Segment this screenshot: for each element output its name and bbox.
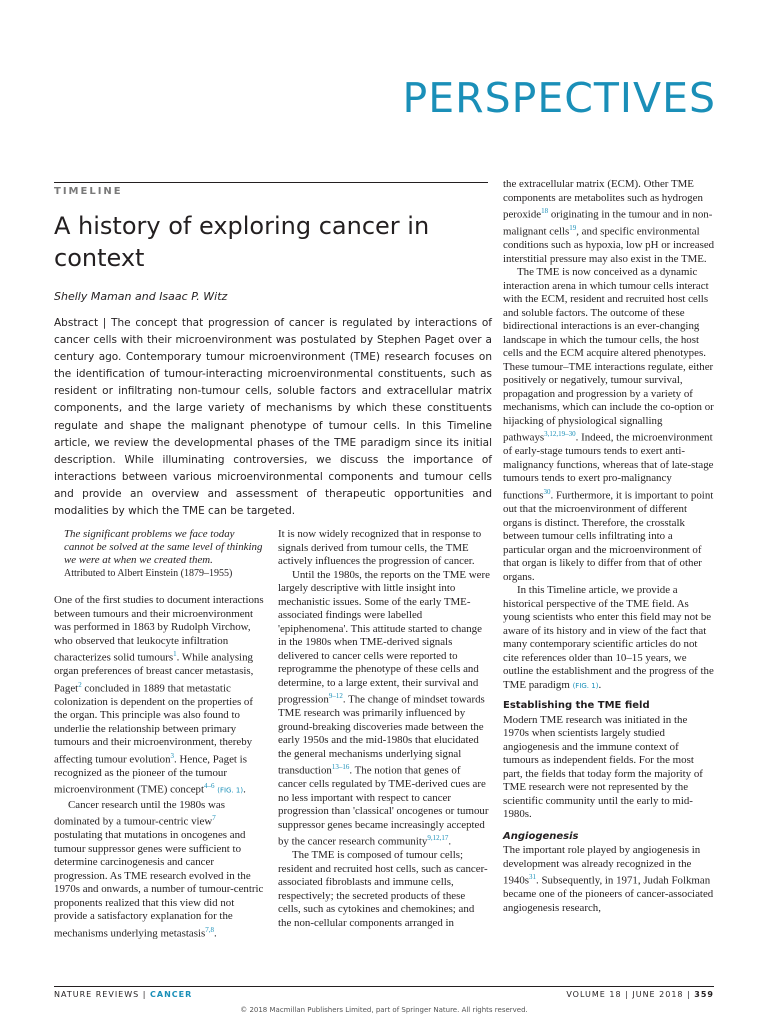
reference-link[interactable]: 1 — [173, 650, 177, 658]
article-type-label: TIMELINE — [54, 186, 123, 197]
reference-link[interactable]: 7 — [212, 814, 216, 822]
epigraph-quote: The significant problems we face today cannot be solved at the same level of thinking we were at when we created them. — [64, 528, 263, 566]
body-paragraph: Cancer research until the 1980s was dominated by a tumour-centric view$^7$ postulating that mutations in oncogenes and tumour suppressor genes were sufficient to determine carcinogenesis and cancer progression. As TME research evolved in the 1970s and onwards, a number of tumour-centric proponents realized that this view did not provide a satisfactory explanation for the mechanisms underlying metastasis$^{7,8}$. — [54, 798, 264, 940]
page-number: 359 — [694, 990, 714, 999]
body-column-2 — [278, 528, 490, 930]
body-paragraph: In this Timeline article, we provide a historical perspective of the TME field. As young scientists who enter this field may not be aware of its history and in view of the fact that many contemporary scientific articles do not cite references older than 10–15 years, we outline the establishment and the progress of the TME paradigm (FIG. 1). — [503, 584, 714, 691]
reference-link[interactable]: 3 — [170, 751, 175, 760]
section-heading: Establishing the TME field — [503, 700, 650, 711]
body-paragraph: One of the first studies to document interactions between tumours and their microenvironment was performed in 1863 by Rudolph Virchow, who observed that leukocyte infiltration characterizes solid tumours$^1$. While analysing organ preferences of breast cancer metastasis, Paget$^2$ concluded in 1889 that metastatic colonization is dependent on the properties of the organ. This principle was also found to underlie the relationship between primary tumours and their microenvironment, thereby affecting tumour evolution$^3$. Hence, Paget is recognized as the pioneer of the tumour microenvironment (TME) concept$^{4-6}$ (FIG. 1). — [54, 594, 264, 796]
body-paragraph: It is now widely recognized that in response to signals derived from tumour cells, the TME actively influences the progression of cancer. — [278, 528, 482, 567]
reference-link[interactable]: 18 — [541, 207, 549, 215]
body-paragraph: The TME is now conceived as a dynamic interaction arena in which tumour cells interact with the ECM, resident and recruited host cells and soluble factors. The outcome of these bidirectional interactions is an ever-changing landscape in which the tumour cells, the host cells and the ECM acquire altered phenotypes. These tumour–TME interactions regulate, either positively or negatively, tumour survival, propagation and progression by a variety of mechanisms, which can include the co-option or hijacking of physiological signalling pathways$^{3,12,19-30}$. Indeed, the microenvironment of early-stage tumours tends to exert anti-malignancy functions, whereas that of late-stage tumours tends to exert pro-malignancy functions$^{30}$. Furthermore, it is important to point out that the microenvironment of different organs is distinct. Therefore, the crosstalk between tumour cells infiltrating into a particular organ and the microenvironment of that organ is likely to differ from that of other organs. — [503, 266, 714, 583]
body-paragraph: The TME is composed of tumour cells; resident and recruited host cells, such as cancer-associated fibroblasts and immune cells, respectively; the secreted products of these cells, such as cytokines and chemokines; and the non-cellular components arranged in — [278, 849, 488, 929]
body-column-3 — [503, 178, 715, 915]
header-rule — [54, 182, 488, 183]
subsection-heading: Angiogenesis — [503, 830, 579, 842]
article-authors: Shelly Maman and Isaac P. Witz — [54, 290, 228, 303]
footer-rule — [54, 986, 714, 987]
reference-link[interactable]: 3,12,19–30 — [544, 430, 576, 439]
article-title: A history of exploring cancer in context — [54, 212, 430, 272]
epigraph-attribution: Attributed to Albert Einstein (1879–1955) — [64, 568, 233, 579]
reference-link[interactable]: 2 — [78, 680, 82, 689]
body-paragraph: Modern TME research was initiated in the 1970s when scientists largely studied angiogenesis and the immune context of tumours as independent fields. For the most part, the fields that today form the majority of TME research were not represented by the scientific community until the early to mid-1980s. — [503, 713, 703, 820]
article-abstract: Abstract | The concept that progression of cancer is regulated by interactions of cancer cells with their microenvironment was postulated by Stephen Paget over a century ago. Contemporary tumour microenvironment (TME) research focuses on the identification of tumour-interacting microenvironmental constituents, such as resident or infiltrating non-tumour cells, soluble factors and extracellular matrix components, and the large variety of mechanisms by which these constituents regulate and shape the malignant phenotype of tumour cells. In this Timeline article, we review the developmental phases of the TME paradigm since its initial description. While illuminating controversies, we discuss the importance of interactions between various microenvironmental components and tumour cells and provide an overview and assessment of therapeutic opportunities and modalities by which the TME can be targeted. — [54, 317, 492, 518]
footer-section-name: CANCER — [150, 990, 193, 999]
body-paragraph: Until the 1980s, the reports on the TME were largely descriptive with little insight into mechanistic issues. Some of the early TME-associated findings were labelled 'epiphenomena'. This attitude started to change in the 1980s when TME-derived signals delivered to cancer cells were reported to reprogramme the phenotype of these cells and determine, to a large extent, their survival and progression$^{9-12}$. The change of mindset towards TME research was primarily influenced by ground-breaking discoveries made between the early 1950s and the mid-1980s that elucidated the general mechanisms underlying signal transduction$^{13-16}$. The notion that genes of cancer cells regulated by TME-derived cues are no less important with respect to cancer progression than 'classical' oncogenes or tumour suppressor genes became increasingly accepted by the cancer research community$^{9,12,17}$. — [278, 568, 490, 848]
reference-link[interactable]: 4–6 — [204, 782, 215, 791]
footer-journal: NATURE REVIEWS | CANCER — [54, 990, 193, 999]
footer-volume: VOLUME 18 | JUNE 2018 | 359 — [566, 990, 714, 999]
reference-link[interactable]: 30 — [543, 487, 551, 496]
body-paragraph: the extracellular matrix (ECM). Other TME components are metabolites such as hydrogen peroxide$^{18}$ originating in the tumour and in non-malignant cells$^{19}$, and specific environmental conditions such as hypoxia, low pH or increased interstitial pressure may also exist in the TME. — [503, 178, 715, 265]
figure-link[interactable]: (FIG. 1) — [572, 681, 599, 690]
reference-link[interactable]: 13–16 — [331, 763, 350, 772]
body-column-1 — [54, 528, 264, 941]
body-paragraph: The important role played by angiogenesis in development was already recognized in the $1940s^{31}$. Subsequently, in 1971, Judah Folkman became one of the pioneers of cancer-associated angiogenesis research, — [503, 844, 714, 914]
copyright-notice: © 2018 Macmillan Publishers Limited, part of Springer Nature. All rights reserved. — [240, 1006, 528, 1014]
reference-link[interactable]: 7,8 — [205, 925, 214, 934]
reference-link[interactable]: 31 — [529, 873, 537, 881]
reference-link[interactable]: 19 — [569, 224, 577, 233]
figure-link[interactable]: (FIG. 1) — [217, 787, 244, 795]
section-brand: PERSPECTIVES — [402, 74, 716, 122]
reference-link[interactable]: 9,12,17 — [427, 834, 449, 843]
reference-link[interactable]: 9–12 — [328, 692, 343, 700]
